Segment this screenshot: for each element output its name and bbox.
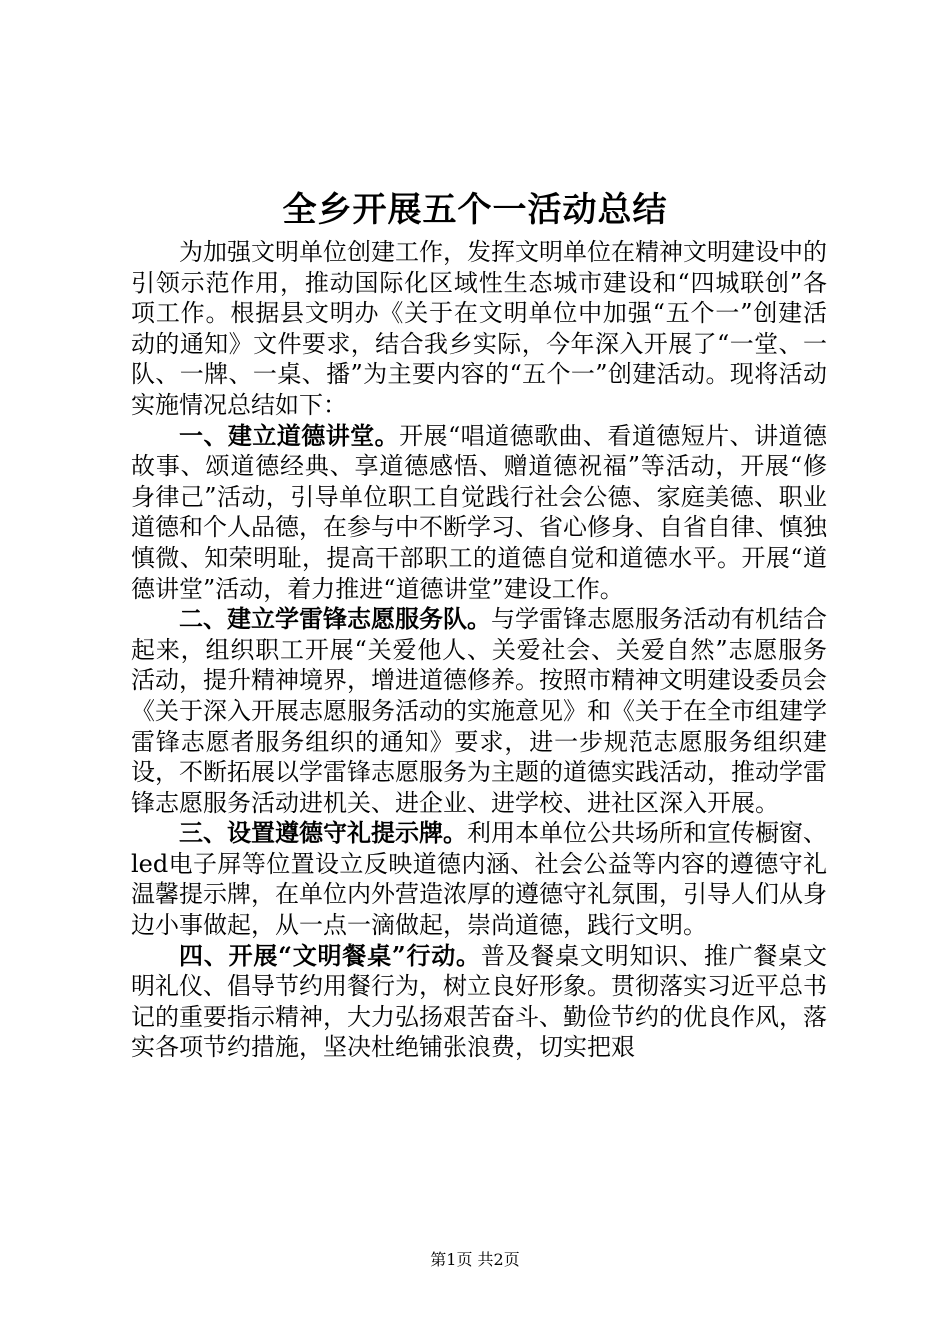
paragraph-text: 与学雷锋志愿服务活动有机结合起来，组织职工开展“关爱他人、关爱社会、关爱自然”志愿服务活动，提升精神境界，增进道德修养。按照市精神文明建设委员会《关于深入开展志愿服务活动的实施意见》和《关于在全市组建学雷锋志愿者服务组织的通知》要求，进一步规范志愿服务组织建设，不断拓展以学雷锋志愿服务为主题的道德实践活动，推动学雷锋志愿服务活动进机关、进企业、进学校、进社区深入开展。 (131, 605, 827, 817)
paragraph-section-3 (131, 818, 827, 940)
paragraph-text: 利用本单位公共场所和宣传橱窗、led电子屏等位置设立反映道德内涵、社会公益等内容的遵德守礼温馨提示牌，在单位内外营造浓厚的遵德守礼氛围，引导人们从身边小事做起，从一点一滴做起，崇尚道德，践行文明。 (131, 819, 827, 940)
paragraph-text: 开展“唱道德歌曲、看道德短片、讲道德故事、颂道德经典、享道德感悟、赠道德祝福”等活动，开展“修身律己”活动，引导单位职工自觉践行社会公德、家庭美德、职业道德和个人品德，在参与中不断学习、省心修身、自省自律、慎独慎微、知荣明耻，提高干部职工的道德自觉和道德水平。开展“道德讲堂”活动，着力推进“道德讲堂”建设工作。 (131, 421, 827, 603)
document-title: 全乡开展五个一活动总结 (282, 190, 668, 230)
section-heading: 一、建立道德讲堂。 (179, 420, 400, 450)
paragraph-text: 普及餐桌文明知识、推广餐桌文明礼仪、倡导节约用餐行为，树立良好形象。贯彻落实习近平总书记的重要指示精神，大力弘扬艰苦奋斗、勤俭节约的优良作风，落实各项节约措施，坚决杜绝铺张浪费，切实把艰 (131, 941, 828, 1062)
page-footer: 第1页 共2页 (430, 1250, 520, 1269)
paragraph-section-4 (131, 941, 827, 1063)
paragraph-section-2 (131, 604, 827, 818)
section-heading: 二、建立学雷锋志愿服务队。 (179, 604, 491, 634)
paragraph-text: 为加强文明单位创建工作，发挥文明单位在精神文明建设中的引领示范作用，推动国际化区域性生态城市建设和“四城联创”各项工作。根据县文明办《关于在文明单位中加强“五个一”创建活动的通知》文件要求，结合我乡实际，今年深入开展了“一堂、一队、一牌、一桌、播”为主要内容的“五个一”创建活动。现将活动实施情况总结如下： (131, 238, 827, 419)
paragraph-section-1 (131, 421, 827, 605)
section-heading: 四、开展“文明餐桌”行动。 (179, 940, 481, 970)
section-heading: 三、设置遵德守礼提示牌。 (179, 818, 467, 848)
paragraph-intro (131, 237, 827, 421)
document-body (131, 237, 827, 1063)
